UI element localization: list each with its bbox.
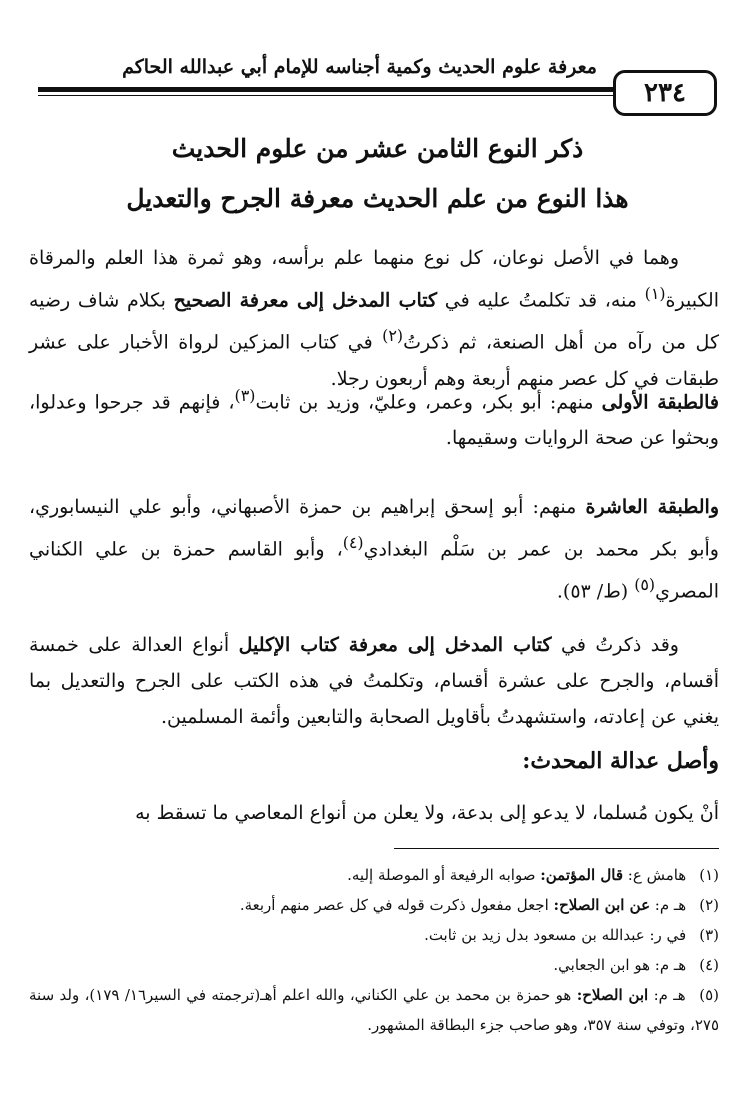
tenth-tier-label: والطبقة العاشرة bbox=[585, 496, 720, 518]
p1-text-3: بكلام شاف رضيه كل من رآه من أهل الصنعة، ثم ذكرتُ bbox=[29, 289, 719, 354]
footnote-prefix: هـ م: bbox=[648, 986, 686, 1004]
footnote-bold: قال المؤتمن: bbox=[540, 866, 624, 884]
p3-text-1: منهم: أبو إسحق إبراهيم بن حمزة الأصبهاني، وأبو علي النيسابوري، وأبو بكر محمد بن عمر بن سَلْم البغدادي bbox=[29, 496, 719, 561]
header-rule-thin bbox=[38, 95, 618, 96]
p1-text-2: منه، قد تكلمتُ عليه في bbox=[437, 289, 645, 312]
footnotes bbox=[29, 860, 719, 1040]
p3-text-3: (ط/ ٥٣). bbox=[556, 580, 635, 603]
footnote-text: عبدالله بن مسعود بدل زيد بن ثابت. bbox=[424, 926, 645, 944]
paragraph-iklil bbox=[29, 627, 719, 735]
chapter-subheading: هذا النوع من علم الحديث معرفة الجرح والتعديل bbox=[126, 184, 629, 213]
footnote-ref-4: (٤) bbox=[342, 533, 364, 552]
footnote-number: (٥) bbox=[699, 986, 719, 1004]
p2-text-2: ، فإنهم قد جرحوا وعدلوا، وبحثوا عن صحة الروايات وسقيمها. bbox=[29, 391, 719, 450]
p1-text-1: وهما في الأصل نوعان، كل نوع منهما علم برأسه، وهو ثمرة هذا العلم والمرقاة الكبيرة bbox=[29, 247, 719, 312]
first-tier-label: فالطبقة الأولى bbox=[601, 391, 719, 414]
section-heading-adala: وأصل عدالة المحدث: bbox=[522, 748, 719, 774]
p1-text-4: في كتاب المزكين لرواة الأخبار على عشر طبقات في كل عصر منهم أربعة وهم أربعون رجلا. bbox=[29, 331, 719, 390]
footnote-prefix: هـ م: bbox=[650, 956, 687, 974]
footnote-1 bbox=[29, 860, 719, 890]
footnote-prefix: هـ م: bbox=[650, 896, 687, 914]
footnote-text: هو حمزة بن محمد بن علي الكناني، والله اعلم أهـ(ترجمته في السير١٦/ ١٧٩)، ولد سنة ٢٧٥، وتوفي سنة ٣٥٧، وهو صاحب جزء البطاقة المشهور. bbox=[29, 986, 719, 1034]
running-header-title: معرفة علوم الحديث وكمية أجناسه للإمام أبي عبدالله الحاكم bbox=[122, 56, 597, 78]
paragraph-intro bbox=[29, 240, 719, 397]
footnote-ref-5: (٥) bbox=[634, 575, 656, 595]
footnote-text: هو ابن الجعابي. bbox=[553, 956, 651, 974]
footnote-number: (٤) bbox=[699, 956, 719, 974]
paragraph-adala: أنْ يكون مُسلما، لا يدعو إلى بدعة، ولا يعلن من أنواع المعاصي ما تسقط به bbox=[135, 802, 719, 824]
p2-text-1: منهم: أبو بكر، وعمر، وعليّ، وزيد بن ثابت bbox=[255, 391, 602, 414]
footnote-text: صوابه الرفيعة أو الموصلة إليه. bbox=[347, 866, 541, 884]
footnote-number: (١) bbox=[699, 866, 719, 884]
footnote-2 bbox=[29, 890, 719, 920]
p4-text-2: أنواع العدالة على خمسة أقسام، والجرح على عشرة أقسام، وتكلمتُ في هذه الكتب على الجرح والتعديل بما يغني عن إعادته، واستشهدتُ بأقاويل الصحابة والتابعين وأئمة المسلمين. bbox=[29, 634, 719, 728]
p3-text-2: ، وأبو القاسم حمزة بن علي الكناني المصري bbox=[29, 538, 719, 603]
footnote-4 bbox=[29, 950, 719, 980]
book-title-madkhal: كتاب المدخل إلى معرفة الصحيح bbox=[173, 289, 438, 312]
book-title-iklil: كتاب المدخل إلى معرفة كتاب الإكليل bbox=[238, 634, 552, 656]
header-rule bbox=[38, 87, 618, 92]
chapter-heading: ذكر النوع الثامن عشر من علوم الحديث bbox=[171, 134, 584, 163]
page-number: ٢٣٤ bbox=[613, 70, 717, 116]
footnote-3 bbox=[29, 920, 719, 950]
footnote-ref-1: (١) bbox=[644, 284, 666, 303]
footnote-5 bbox=[29, 980, 719, 1040]
paragraph-first-tier bbox=[29, 378, 719, 456]
footnote-bold: عن ابن الصلاح: bbox=[553, 896, 651, 914]
footnote-number: (٢) bbox=[699, 896, 719, 914]
p4-text-1: وقد ذكرتُ في bbox=[551, 634, 679, 656]
footnote-prefix: في ر: bbox=[644, 926, 687, 944]
footnote-bold: ابن الصلاح: bbox=[576, 986, 649, 1004]
footnote-text: اجعل مفعول ذكرت قوله في كل عصر منهم أربعة. bbox=[239, 896, 554, 914]
footnote-number: (٣) bbox=[699, 926, 719, 944]
footnote-rule bbox=[394, 848, 719, 849]
footnote-ref-3: (٣) bbox=[234, 386, 256, 405]
footnote-ref-2: (٢) bbox=[382, 326, 404, 346]
paragraph-tenth-tier bbox=[29, 489, 719, 610]
footnote-prefix: هامش ع: bbox=[623, 866, 687, 884]
